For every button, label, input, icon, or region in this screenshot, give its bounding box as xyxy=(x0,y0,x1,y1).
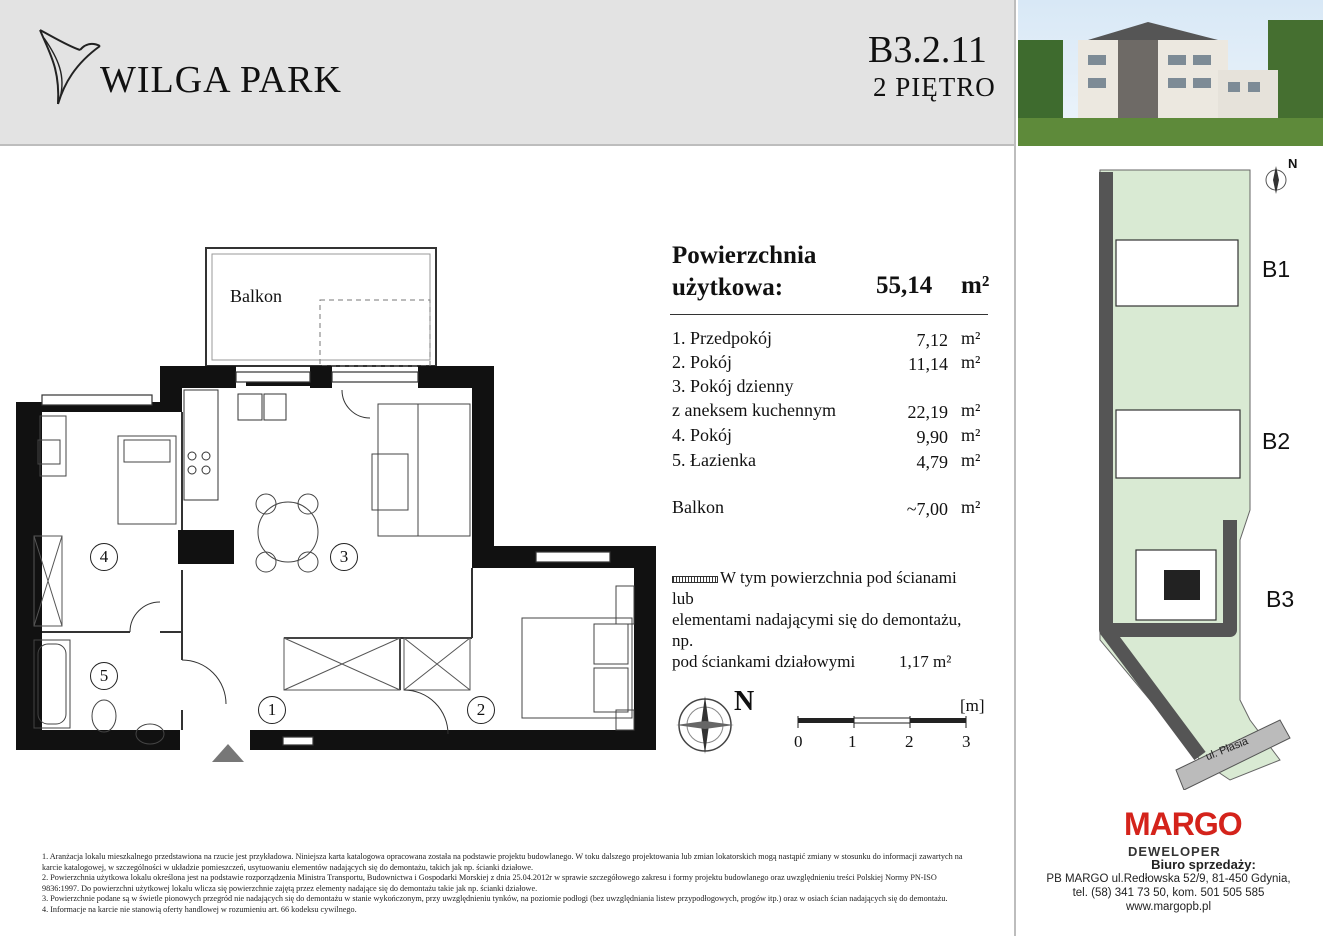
footer-note: 4. Informacje na karcie nie stanowią oferty handlowej w rozumieniu art. 66 kodeksu cywilnego. xyxy=(42,904,357,914)
sales-web: www.margopb.pl xyxy=(1125,901,1211,913)
sales-address: PB MARGO ul.Redłowska 52/9, 81-450 Gdynia, xyxy=(1046,873,1291,885)
room-unit: m² xyxy=(961,425,981,445)
sales-office xyxy=(1022,858,1315,914)
room-number-3: 3 xyxy=(330,543,358,571)
room-unit: m² xyxy=(961,450,981,470)
area-title-line2: użytkowa: xyxy=(672,274,784,301)
walls-note-line3: pod ściankami działowymi xyxy=(672,652,856,671)
developer-logo: MARGO xyxy=(1124,806,1242,842)
site-compass-letter: N xyxy=(1288,156,1298,171)
developer-subtitle: DEWELOPER xyxy=(1128,844,1221,859)
walls-note-line2: elementami nadającymi się do demontażu, np. xyxy=(672,610,962,650)
room-number-5: 5 xyxy=(90,662,118,690)
balcony-unit: m² xyxy=(961,497,981,517)
brand-name: WILGA PARK xyxy=(100,59,342,101)
area-title xyxy=(672,240,816,304)
building-photo xyxy=(1018,0,1323,146)
compass-letter: N xyxy=(734,686,755,717)
area-title-line1: Powierzchnia xyxy=(672,242,817,269)
floor-label: 2 PIĘTRO xyxy=(873,72,996,102)
room-label: 5. Łazienka xyxy=(672,450,756,470)
room-value: 22,19 xyxy=(907,402,948,422)
footer-note: 3. Powierzchnie podane są w świetle pionowych przegród nie nadających się do demontażu w stanie wykończonym, przy uwzględnieniu tynków, na poziomie podłogi (bez uwzględniania listew przypodłogowych, progów itp.) oraz w osiach ścian nadających się do demontażu. xyxy=(42,894,948,904)
room-value: 7,12 xyxy=(916,330,948,350)
floor-plan xyxy=(0,240,670,770)
building-label-b1: B1 xyxy=(1262,256,1291,282)
sales-title: Biuro sprzedaży: xyxy=(1151,857,1256,872)
room-value: 9,90 xyxy=(916,427,948,447)
area-total: 55,14 xyxy=(876,272,933,299)
walls-note-value: 1,17 m² xyxy=(899,652,952,671)
room-label: 2. Pokój xyxy=(672,352,733,372)
scale-unit: [m] xyxy=(960,696,985,715)
room-label: 3. Pokój dzienny xyxy=(672,376,794,396)
bird-logo-icon xyxy=(30,24,110,114)
room-unit: m² xyxy=(961,328,981,348)
footer-note: 1. Aranżacja lokalu mieszkalnego przedstawiona na rzucie jest przykładowa. Niniejsza karta katalogowa opracowana została na podstawie projektu budowlanego. W toku dalszego projektowania lub zmian lokatorskich mogą nastąpić zmiany w stosunku do informacji zawartych na karcie katalogowej, w szczególności w układzie pomieszczeń, usytuowaniu elementów nadających się do demontażu, takich jak np. ścianki działowe. xyxy=(42,852,963,872)
area-divider xyxy=(670,314,988,315)
balcony-label: Balkon xyxy=(672,497,724,517)
unit-code: B3.2.11 xyxy=(868,29,987,71)
walls-note-line1: W tym powierzchnia pod ścianami lub xyxy=(672,568,957,608)
scale-tick-3: 3 xyxy=(962,732,971,751)
scale-tick-1: 1 xyxy=(848,732,857,751)
room-value: 4,79 xyxy=(916,452,948,472)
compass-icon xyxy=(672,692,738,758)
footer-note: 2. Powierzchnia użytkowa lokalu określona jest na podstawie rozporządzenia Ministra Transportu, Budownictwa i Gospodarki Morskiej z dnia 25.04.2012r w sprawie szczegółowego zakresu i formy projektu budowlanego oraz uwzględnieniu treści Polskiej Normy PN-ISO 9836:1997. Do powierzchni użytkowej lokalu wlicza się powierzchnie zajętą przez elementy nadające się do demontażu takie jak np. ścianki działowe. xyxy=(42,873,937,893)
balcony-plan-label: Balkon xyxy=(230,286,282,306)
scale-tick-2: 2 xyxy=(905,732,914,751)
room-unit: m² xyxy=(961,352,981,372)
street-label: ul. Płasia xyxy=(1204,735,1250,764)
scale-bar xyxy=(796,716,970,730)
room-label: z aneksem kuchennym xyxy=(672,400,836,420)
building-label-b3: B3 xyxy=(1266,586,1295,612)
room-number-1: 1 xyxy=(258,696,286,724)
sales-phone: tel. (58) 341 73 50, kom. 501 505 585 xyxy=(1072,887,1265,899)
vertical-divider xyxy=(1014,0,1016,936)
balcony-value: ~7,00 xyxy=(906,499,948,519)
room-number-2: 2 xyxy=(467,696,495,724)
walls-note xyxy=(672,567,982,672)
room-label: 4. Pokój xyxy=(672,425,733,445)
room-label: 1. Przedpokój xyxy=(672,328,772,348)
hatch-swatch xyxy=(672,576,718,583)
building-label-b2: B2 xyxy=(1262,428,1291,454)
room-unit: m² xyxy=(961,400,981,420)
room-value: 11,14 xyxy=(908,354,948,374)
scale-tick-0: 0 xyxy=(794,732,803,751)
room-number-4: 4 xyxy=(90,543,118,571)
site-map xyxy=(1080,160,1310,790)
area-total-unit: m² xyxy=(961,272,990,299)
footer-notes xyxy=(42,852,972,916)
